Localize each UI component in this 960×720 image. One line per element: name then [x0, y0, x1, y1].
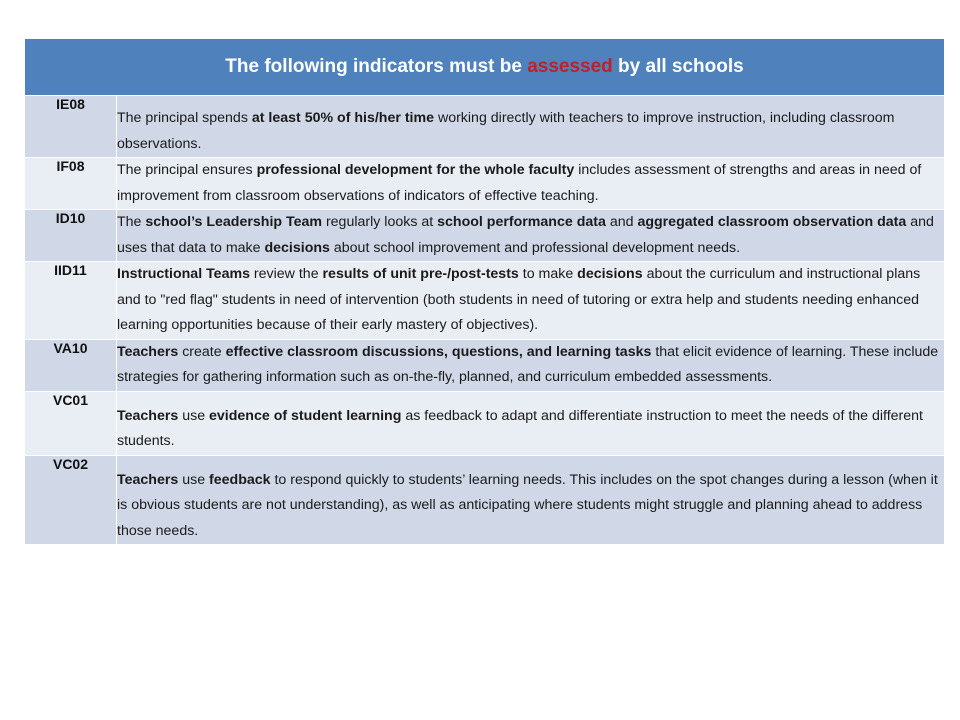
description-text: as feedback to adapt and differentiate instruction to meet the needs of the different students.	[117, 407, 924, 449]
indicator-code: IF08	[25, 158, 117, 210]
table-title	[25, 39, 945, 96]
description-text: use	[178, 471, 210, 488]
description-emphasis: decisions	[577, 266, 643, 282]
indicator-description	[117, 339, 945, 391]
indicator-code: VC02	[25, 455, 117, 545]
description-text: regularly looks at	[322, 214, 438, 230]
description-text: working directly with teachers to improve instruction, including classroom observations.	[117, 110, 895, 152]
description-text: The	[117, 214, 146, 230]
description-emphasis: aggregated classroom observation data	[637, 214, 907, 230]
title-highlight: assessed	[527, 56, 613, 77]
indicator-description	[117, 391, 945, 455]
description-emphasis: evidence of student learning	[209, 407, 402, 424]
table-row	[25, 455, 945, 545]
indicator-description	[117, 96, 945, 158]
table-row	[25, 210, 945, 262]
description-text: that elicit evidence of learning. These include strategies for gathering information such as on-the-fly, planned, and curriculum embedded assessments.	[117, 343, 939, 385]
table-header-row	[25, 39, 945, 96]
table-row	[25, 96, 945, 158]
description-emphasis: decisions	[264, 239, 330, 256]
indicator-code: IE08	[25, 96, 117, 158]
title-suffix: by all schools	[612, 56, 744, 77]
description-emphasis: feedback	[209, 471, 271, 488]
indicator-description	[117, 158, 945, 210]
description-text: use	[178, 407, 210, 424]
description-text: review the	[249, 266, 323, 282]
description-emphasis: effective classroom discussions, questions, and learning tasks	[225, 343, 652, 360]
table-row	[25, 339, 945, 391]
description-text: The principal spends	[117, 110, 252, 126]
description-text: and	[605, 214, 638, 230]
description-emphasis: Teachers	[117, 407, 179, 424]
indicator-code: IID11	[25, 262, 117, 340]
indicator-description	[117, 455, 945, 545]
description-emphasis: results of unit pre-/post-tests	[322, 266, 519, 282]
table-row	[25, 391, 945, 455]
table-row	[25, 262, 945, 340]
description-emphasis: professional development for the whole faculty	[256, 162, 575, 178]
description-text: to make	[518, 266, 578, 282]
description-emphasis: school’s Leadership Team	[145, 214, 322, 230]
description-text: about the curriculum and instructional plans and to "red flag" students in need of intervention (both students in need of tutoring or extra help and students needing enhanced learning opportunities because of their early mastery of objectives).	[117, 266, 921, 333]
description-text: to respond quickly to students’ learning needs. This includes on the spot changes during a lesson (when it is obvious students are not understanding), as well as anticipating where students might struggle and planning ahead to address those needs.	[117, 471, 938, 539]
description-emphasis: school performance data	[437, 214, 606, 230]
description-emphasis: Teachers	[117, 343, 179, 360]
indicators-table	[24, 38, 945, 545]
indicators-body	[25, 96, 945, 545]
indicator-description	[117, 210, 945, 262]
description-text: includes assessment of strengths and areas in need of improvement from classroom observations of indicators of effective teaching.	[117, 162, 922, 204]
description-emphasis: at least 50% of his/her time	[251, 110, 434, 126]
indicator-code: VC01	[25, 391, 117, 455]
description-text: and uses that data to make	[117, 214, 934, 256]
description-text: create	[178, 343, 226, 360]
indicator-description	[117, 262, 945, 340]
table-row	[25, 158, 945, 210]
description-emphasis: Instructional Teams	[117, 266, 250, 282]
title-prefix: The following indicators must be	[225, 56, 528, 77]
description-text: about school improvement and professional development needs.	[329, 239, 741, 256]
indicator-code: VA10	[25, 339, 117, 391]
description-text: The principal ensures	[117, 162, 257, 178]
description-emphasis: Teachers	[117, 471, 179, 488]
indicator-code: ID10	[25, 210, 117, 262]
